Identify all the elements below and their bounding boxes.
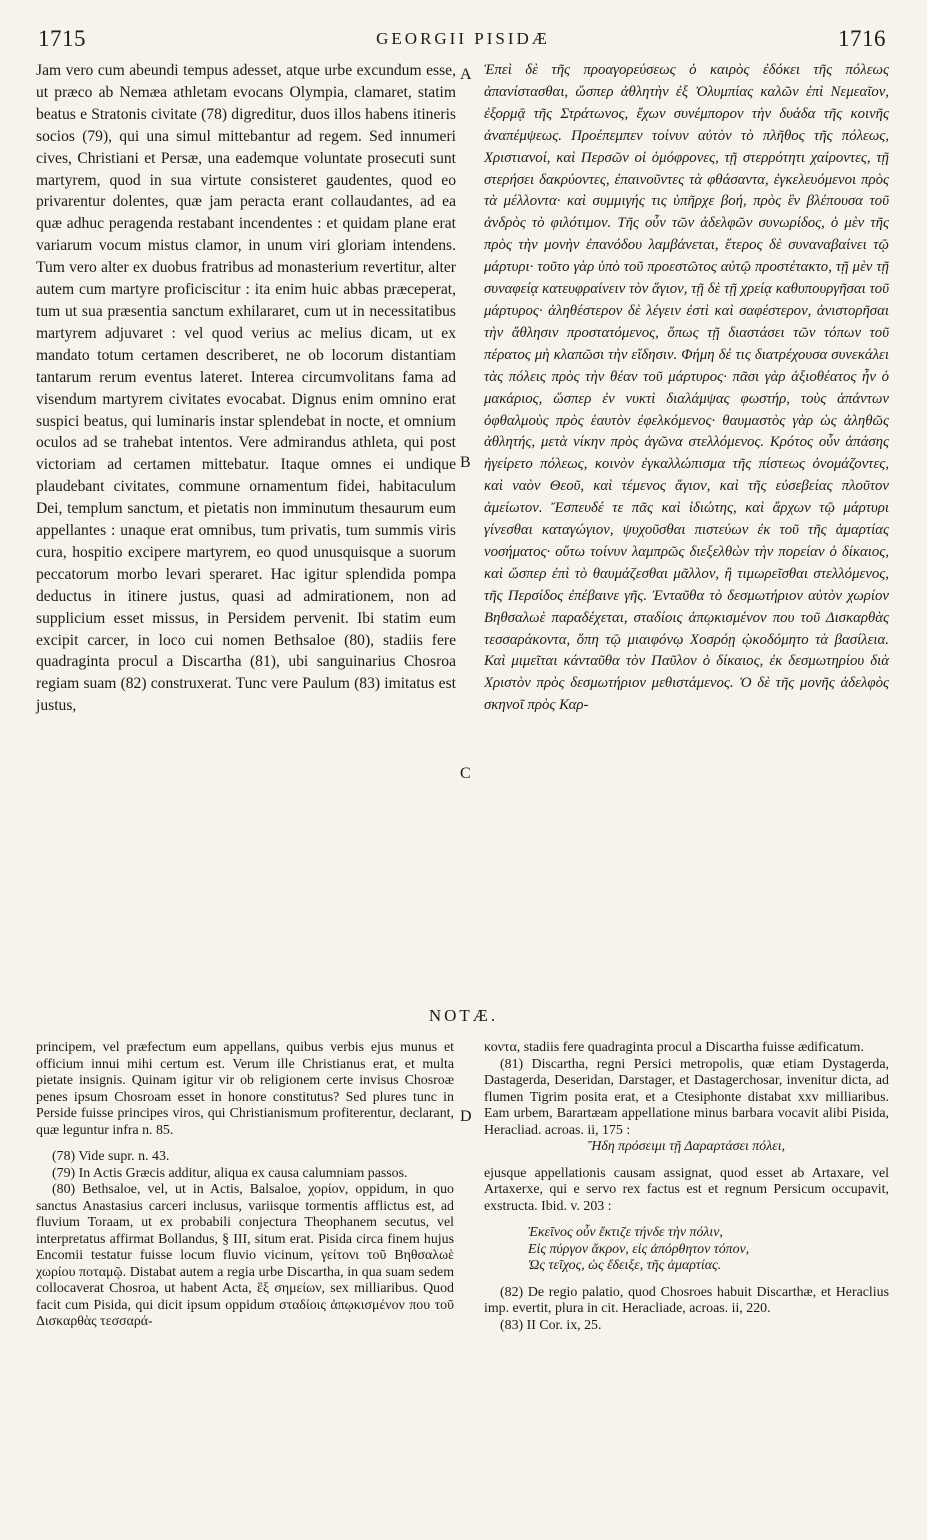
page-number-left: 1715 — [38, 26, 86, 51]
note-80: (80) Bethsaloe, vel, ut in Actis, Balsaloe, χορίον, oppidum, in quo sanctus Anastasius carceri inclusus, variisque tormentis afflictus est, ad fluvium Toraam, ut ex probabili conjectura Theophanem secutus, vel interpretatus affirmat Bollandus, § III, situm erat. Pisida circa finem hujus Encomii testatur fuisse locum fluvio vicinum, γείτονι τοῦ Βηθσαλωὲ χωρίου ποταμῷ. Distabat autem a regia urbe Discartha, in qua suam sedem collocaverat Chosroa, ut habent Acta, ἓξ σημείων, sex milliaribus. Quod facit cum Pisida, qui dicit ipsum oppidum σταδίοις ἀπῳκισμένον που τοῦ Δισκαρθὰς τεσσαρά- — [36, 1182, 454, 1329]
note-continuation-right: κοντα, stadiis fere quadraginta procul a Discartha fuisse ædificatum. — [484, 1040, 864, 1055]
note-83: (83) II Cor. ix, 25. — [500, 1317, 602, 1333]
greek-column — [484, 60, 889, 717]
note-82: (82) De regio palatio, quod Chosroes habuit Discarthæ, et Heraclius imp. evertit, plura in cit. Heracliade, acroas. ii, 220. — [484, 1284, 889, 1316]
greek-verse-2: Εἰς πύργον ἄκρον, εἰς ἀπόρθητον τόπον, — [528, 1241, 750, 1257]
note-81-continued: ejusque appellationis causam assignat, quod esset ab Artaxare, vel Artaxerxe, qui e servo rex factus est et regnum Persicum occupavit, exstructa. Ibid. v. 203 : — [484, 1165, 889, 1214]
margin-letter-b: B — [460, 454, 471, 471]
latin-paragraph: Jam vero cum abeundi tempus adesset, atque urbe excundum esse, ut præco ab Nemæa athletam evocans Olympia, clamaret, statim beatus e Stratonis civitate (78) digreditur, duos illos habens itineris socios (79), qui una simul mittebantur ad regem. Sed innumeri cives, Christiani et Persæ, una eademque voluntate prosecuti sunt martyrem, quod in sua virtute consisteret gaudentes, quod eo privarentur dolentes, quæ jam peracta erant collaudantes, ad ea quæ adhuc peragenda restabant incendentes : et quidam plane erat variarum vocum mistus clamor, in unum viri gloriam intendens. Tum vero alter ex duobus fratribus ad monasterium revertitur, alter autem cum martyre proficiscitur : ita enim huic abbas præceperat, tum ut sua præsentia sanctum exhilararet, cum ut in necessitatibus martyrem adjuvaret : vel quod verius ac melius dicam, ut ex mandato totum certamen describeret, ne ob locorum distantiam tantarum rerum eventus lateret. Interea circumvolitans fama ad visendum martyrem civitates evocabat. Dignus enim omnino erat suspici beatus, qui luminaris instar splendebat in nocte, et omnium oculos ad se trahebat intentos. Vere admirandus athleta, qui post victoriam ad certamen mittebatur. Itaque omnes ei undique plaudebant civitates, commune ornamentum fidei, habitaculum Dei, templum sanctum, et pietatis non imminutum thesaurum eum appellantes : unaque erat omnibus, tum privatis, tum summis viris cura, hospitio excipere martyrem, eo quod unusquisque a suorum peccatorum morbo levari speraret. Hac igitur splendida pompa deductus in itinere justus, quasi ad admirationem, non ad supplicium esset missus, in Persidem pervenit. Ibi statim eum excipit carcer, in loco cui nomen Bethsaloe (80), stadiis fere quadraginta procul a Discartha (81), ubi sanguinarius Chosroa regiam suam (82) construxerat. Tunc vere Paulum (83) imitatus est justus, — [36, 62, 456, 715]
latin-column — [36, 60, 456, 717]
notes-heading: NOTÆ. — [428, 1006, 499, 1025]
page-number-right: 1716 — [838, 26, 886, 51]
greek-paragraph: Ἐπεὶ δὲ τῆς προαγορεύσεως ὁ καιρὸς ἐδόκει τῆς πόλεως ἀπανίστασθαι, ὥσπερ ἀθλητὴν ἐξ Ὀλυμπίας καλῶν ἐπὶ Νεμεαῖον, ἐξορμᾷ τῆς Στράτωνος, ἔχων συνέμπορον τὴν δυάδα τῆς κοινῆς ἀναπέμψεως. Προέπεμπεν τοίνυν αὐτὸν τὸ πλῆθος τῆς πόλεως, Χριστιανοί, καὶ Περσῶν οἱ ὁμόφρονες, τῇ στερρότητι χαίροντες, τῇ στερήσει δακρύοντες, ἐπαινοῦντες τὰ φθάσαντα, ἐγκελευόμενοι πρὸς τὰ μέλλοντα· καὶ συμμιγής τις ὑπῆρχε βοή, πρὸς ἓν βλέπουσα τοῦ ἀνδρὸς τὸ φιλότιμον. Τῆς οὖν τῶν ἀδελφῶν συνωρίδος, ὁ μὲν τῆς πρὸς τὴν μονὴν ἐπανόδου λαμβάνεται, ἕτερος δὲ συναναβαίνει τῷ μάρτυρι· τοῦτο γὰρ ὑπὸ τοῦ προεστῶτος αὐτῷ προστέτακτο, τῇ μὲν τῇ συναφείᾳ κατευφραίνειν τὸν ἅγιον, τῇ δὲ τῇ χρείᾳ καθυπουργῆσαι τοῦ μάρτυρος· ἀληθέστερον δὲ λέγειν ἐστὶ καὶ σαφέστερον, ἀνιστορῆσαι τὴν ἄθλησιν προστατόμενος, ὅπως τῇ διαστάσει τῶν τόπων τοῦ πέρατος μὴ κλαπῶσι τὴν εἴδησιν. Φήμη δέ τις διατρέχουσα συνεκάλει τὰς πόλεις πρὸς τὴν θέαν τοῦ μάρτυρος· πᾶσι γὰρ ἀξιοθέατος ἦν ὁ μακάριος, ὥσπερ ἐν νυκτὶ διαλάμψας φωστήρ, τοὺς ἁπάντων ὀφθαλμοὺς πρὸς ἑαυτὸν ἐφελκόμενος· θαυμαστὸς γὰρ ὡς ἀληθῶς ἀθλητής, μετὰ νίκην πρὸς ἀγῶνα στελλόμενος. Κρότος οὖν ἁπάσης ἠγείρετο πόλεως, κοινὸν ἐγκαλλώπισμα τῆς πίστεως ὀνομάζοντες, καὶ ναὸν Θεοῦ, καὶ τέμενος ἅγιον, καὶ τῆς εὐσεβείας πλοῦτον ἀμείωτον. Ἔσπευδέ τε πᾶς καὶ ἰδιώτης, καὶ ἄρχων τῷ μάρτυρι γίνεσθαι καταγώγιον, ψυχοῦσθαι πιστεύων ἐκ τοῦ τῆς ἁμαρτίας νοσήματος· οὕτω τοίνυν λαμπρῶς διεξελθὼν τὴν πορείαν ὁ δίκαιος, καὶ ὥσπερ ἐπὶ τὸ θαυμάζεσθαι μᾶλλον, ἢ τιμωρεῖσθαι στελλόμενος, τῆς Περσίδος ἐπέβαινε γῆς. Ἐνταῦθα τὸ δεσμωτήριον αὐτὸν χωρίον Βηθσαλωὲ παραδέχεται, σταδίοις ἀπῳκισμένον που τοῦ Δισκαρθὰς τεσσαράκοντα, ὅπη τῷ μιαιφόνῳ Χοσρόῃ ᾠκοδόμητο τὰ βασίλεια. Καὶ μιμεῖται κάνταῦθα τὸν Παῦλον ὁ δίκαιος, ἐκ δεσμωτηρίου διὰ Χριστὸν πρὸς δεσμωτήριον μεθιστάμενος. Ὁ δὲ τῆς μονῆς ἀδελφὸς σκηνοῖ πρὸς Καρ- — [484, 62, 889, 714]
note-continuation: principem, vel præfectum eum appellans, quibus verbis ejus munus et officium innui mihi certum est. Verum ille Christianus erat, et multa pietate insignis. Quinam igitur vir ob religionem certe invisus Chosroæ penes ipsum Chosroam esset in honore constitutus? Sed plures tunc in Perside fuisse principes viros, qui Christianismum profiterentur, declarant, quæ leguntur infra n. 85. — [36, 1040, 454, 1138]
greek-verse-1: Ἐκεῖνος οὖν ἔκτιζε τήνδε τὴν πόλιν, — [528, 1225, 723, 1240]
greek-quotation: Ἥδη πρόσειμι τῇ Δαραρτάσει πόλει, — [587, 1139, 786, 1154]
notes-right-column — [484, 1040, 889, 1334]
margin-letter-a: A — [460, 66, 472, 83]
margin-letter-d: D — [460, 1108, 472, 1125]
greek-verse-3: Ὡς τεῖχος, ὡς ἔδειξε, τῆς ἁμαρτίας. — [528, 1258, 722, 1273]
running-head: GEORGII PISIDÆ — [376, 29, 550, 48]
note-79: (79) In Actis Græcis additur, aliqua ex causa calumniam passos. — [52, 1165, 408, 1181]
note-81: (81) Discartha, regni Persici metropolis, quæ etiam Dystagerda, Dastagerda, Deseridan, Darstager, et Dastagerchosar, invenitur dicta, ad flumen Tigrim posita erat, et a Ctesiphonte distabat xxv milliaribus. Eam urbem, Barartæam appellatione minus barbara vocavit alibi Pisida, Heracliad. acroas. ii, 175 : — [484, 1056, 889, 1138]
margin-letter-c: C — [460, 765, 471, 782]
note-78: (78) Vide supr. n. 43. — [52, 1149, 170, 1164]
notes-left-column — [36, 1040, 454, 1331]
page-header — [30, 26, 896, 56]
